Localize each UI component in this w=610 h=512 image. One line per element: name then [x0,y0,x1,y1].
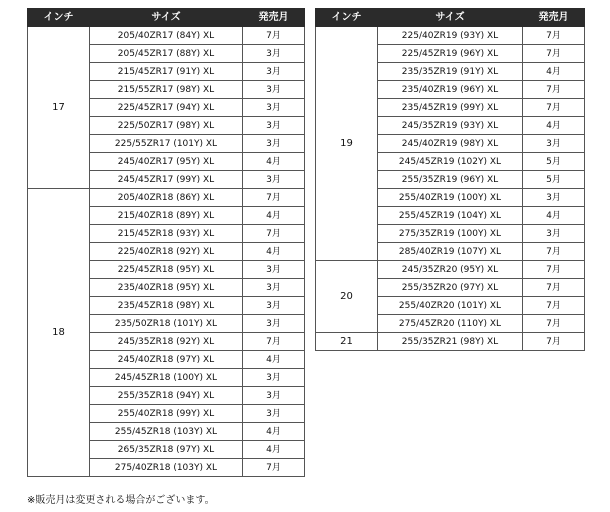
table-row [316,333,585,351]
release-month-cell: 7月 [523,81,585,99]
size-cell: 225/40ZR19 (93Y) XL [378,27,523,45]
table-body [28,27,305,477]
release-month-cell: 4月 [243,441,305,459]
inch-cell: 20 [316,261,378,333]
header-inch: インチ [28,9,90,27]
release-month-cell: 3月 [243,387,305,405]
release-month-cell: 4月 [523,207,585,225]
release-month-cell: 4月 [243,153,305,171]
header-release-month: 発売月 [523,9,585,27]
size-cell: 275/35ZR19 (100Y) XL [378,225,523,243]
size-cell: 235/40ZR18 (95Y) XL [90,279,243,297]
table-row [28,189,305,207]
release-month-cell: 3月 [523,189,585,207]
release-month-cell: 7月 [243,459,305,477]
table-row [316,27,585,45]
size-cell: 275/45ZR20 (110Y) XL [378,315,523,333]
release-month-cell: 3月 [243,171,305,189]
release-month-cell: 7月 [523,99,585,117]
release-month-cell: 3月 [243,297,305,315]
inch-cell: 18 [28,189,90,477]
size-cell: 285/40ZR19 (107Y) XL [378,243,523,261]
release-month-cell: 4月 [243,207,305,225]
size-cell: 225/55ZR17 (101Y) XL [90,135,243,153]
release-month-cell: 7月 [523,27,585,45]
size-cell: 205/40ZR17 (84Y) XL [90,27,243,45]
table-header-row [28,9,305,27]
size-cell: 235/40ZR19 (96Y) XL [378,81,523,99]
header-release-month: 発売月 [243,9,305,27]
release-month-cell: 3月 [243,45,305,63]
release-month-cell: 7月 [243,27,305,45]
release-month-cell: 7月 [523,315,585,333]
table-body [316,27,585,351]
size-cell: 245/40ZR18 (97Y) XL [90,351,243,369]
size-cell: 225/45ZR17 (94Y) XL [90,99,243,117]
size-cell: 205/40ZR18 (86Y) XL [90,189,243,207]
size-cell: 255/45ZR18 (103Y) XL [90,423,243,441]
size-cell: 215/45ZR17 (91Y) XL [90,63,243,81]
release-month-cell: 7月 [523,279,585,297]
size-cell: 255/35ZR21 (98Y) XL [378,333,523,351]
release-month-cell: 3月 [243,117,305,135]
size-cell: 255/35ZR19 (96Y) XL [378,171,523,189]
release-month-cell: 3月 [523,225,585,243]
release-month-cell: 7月 [243,333,305,351]
release-month-cell: 7月 [523,45,585,63]
release-month-cell: 3月 [243,369,305,387]
size-cell: 245/45ZR19 (102Y) XL [378,153,523,171]
release-month-cell: 3月 [243,261,305,279]
size-cell: 255/40ZR18 (99Y) XL [90,405,243,423]
size-cell: 245/45ZR18 (100Y) XL [90,369,243,387]
table-header-row [316,9,585,27]
header-size: サイズ [378,9,523,27]
release-month-cell: 3月 [243,405,305,423]
release-month-cell: 3月 [243,63,305,81]
size-cell: 245/45ZR17 (99Y) XL [90,171,243,189]
release-month-cell: 7月 [523,333,585,351]
release-month-cell: 5月 [523,171,585,189]
release-month-cell: 3月 [243,135,305,153]
release-month-cell: 3月 [243,279,305,297]
release-month-cell: 4月 [243,351,305,369]
size-cell: 215/55ZR17 (98Y) XL [90,81,243,99]
footnote: ※販売月は変更される場合がございます。 [27,495,215,506]
release-month-cell: 4月 [243,243,305,261]
table-row [316,261,585,279]
size-cell: 245/40ZR19 (98Y) XL [378,135,523,153]
release-month-cell: 3月 [243,99,305,117]
size-cell: 245/35ZR20 (95Y) XL [378,261,523,279]
release-month-cell: 7月 [523,243,585,261]
size-cell: 215/40ZR18 (89Y) XL [90,207,243,225]
release-month-cell: 3月 [243,315,305,333]
size-cell: 255/35ZR18 (94Y) XL [90,387,243,405]
size-cell: 245/35ZR19 (93Y) XL [378,117,523,135]
size-cell: 245/35ZR18 (92Y) XL [90,333,243,351]
release-month-cell: 3月 [523,135,585,153]
size-cell: 205/45ZR17 (88Y) XL [90,45,243,63]
release-month-cell: 7月 [243,225,305,243]
release-month-cell: 4月 [243,423,305,441]
table-row [28,27,305,45]
size-cell: 265/35ZR18 (97Y) XL [90,441,243,459]
header-inch: インチ [316,9,378,27]
inch-cell: 19 [316,27,378,261]
release-month-cell: 7月 [523,297,585,315]
size-cell: 225/40ZR18 (92Y) XL [90,243,243,261]
tire-size-table-left [27,8,305,477]
size-cell: 245/40ZR17 (95Y) XL [90,153,243,171]
release-month-cell: 4月 [523,63,585,81]
release-month-cell: 7月 [243,189,305,207]
header-size: サイズ [90,9,243,27]
size-cell: 255/35ZR20 (97Y) XL [378,279,523,297]
size-cell: 225/50ZR17 (98Y) XL [90,117,243,135]
inch-cell: 21 [316,333,378,351]
size-cell: 255/40ZR19 (100Y) XL [378,189,523,207]
size-cell: 275/40ZR18 (103Y) XL [90,459,243,477]
size-cell: 235/45ZR18 (98Y) XL [90,297,243,315]
size-cell: 235/35ZR19 (91Y) XL [378,63,523,81]
size-cell: 255/45ZR19 (104Y) XL [378,207,523,225]
size-cell: 235/45ZR19 (99Y) XL [378,99,523,117]
size-cell: 235/50ZR18 (101Y) XL [90,315,243,333]
release-month-cell: 7月 [523,261,585,279]
size-cell: 225/45ZR19 (96Y) XL [378,45,523,63]
release-month-cell: 5月 [523,153,585,171]
size-cell: 255/40ZR20 (101Y) XL [378,297,523,315]
release-month-cell: 4月 [523,117,585,135]
inch-cell: 17 [28,27,90,189]
size-cell: 215/45ZR18 (93Y) XL [90,225,243,243]
release-month-cell: 3月 [243,81,305,99]
size-cell: 225/45ZR18 (95Y) XL [90,261,243,279]
tire-size-table-right [315,8,585,351]
